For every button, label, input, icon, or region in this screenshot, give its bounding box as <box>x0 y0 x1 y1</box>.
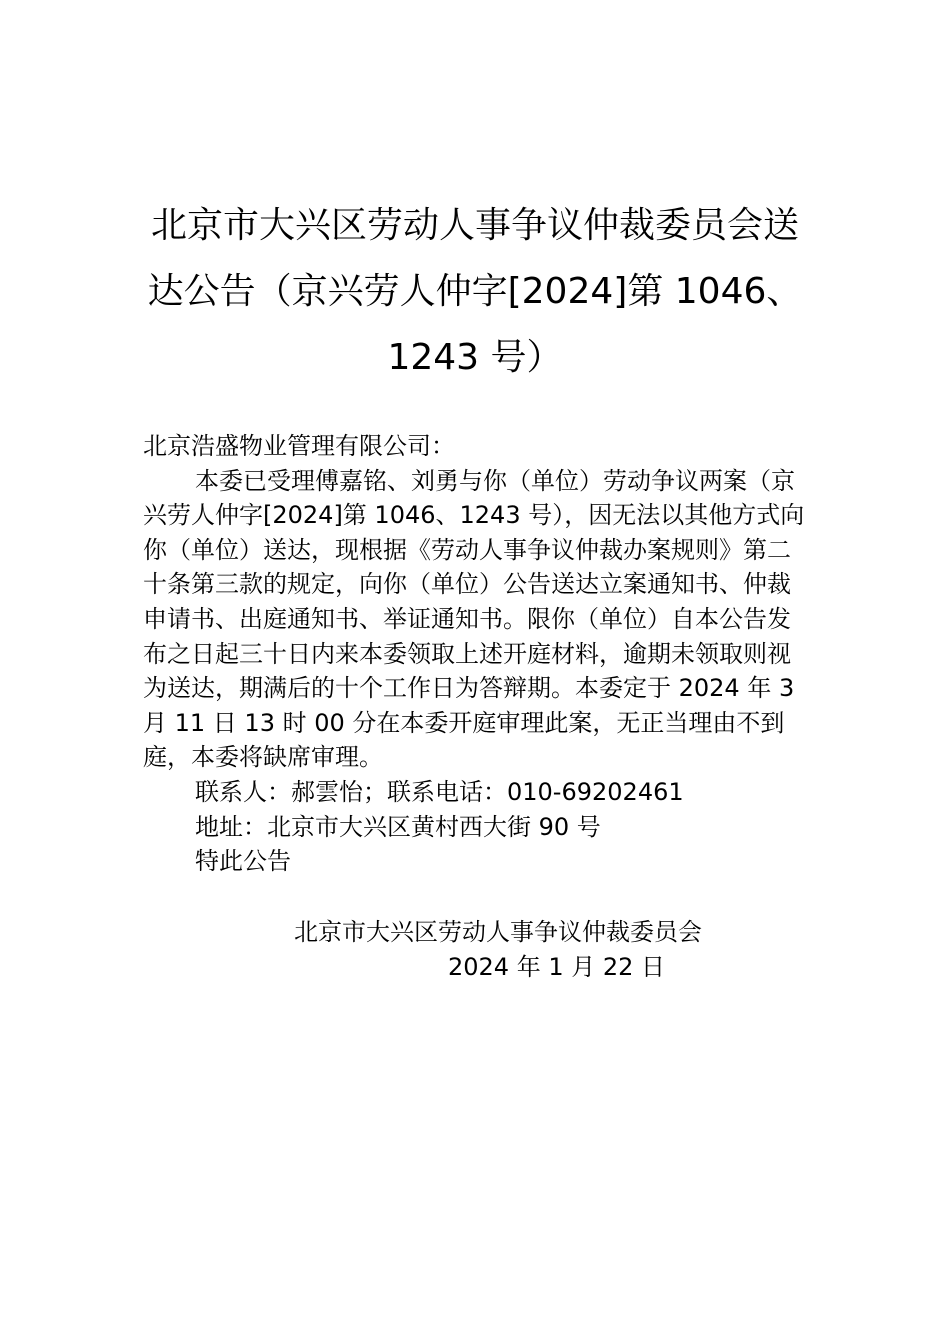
notice-paragraph: 本委已受理傅嘉铭、刘勇与你（单位）劳动争议两案（京兴劳人仲字[2024]第 1046、1243 号），因无法以其他方式向你（单位）送达，现根据《劳动人事争议仲裁办案规则》第二十条第三款的规定，向你（单位）公告送达立案通知书、仲裁申请书、出庭通知书、举证通知书。限你（单位）自本公告发布之日起三十日内来本委领取上述开庭材料，逾期未领取则视为送达，期满后的十个工作日为答辩期。本委定于 2024 年 3 月 11 日 13 时 00 分在本委开庭审理此案，无正当理由不到庭，本委将缺席审理。 <box>143 466 805 772</box>
address-line: 地址：北京市大兴区黄村西大街 90 号 <box>195 812 601 841</box>
signature-block <box>294 915 734 984</box>
signature-date: 2024 年 1 月 22 日 <box>448 952 666 981</box>
signature-organization: 北京市大兴区劳动人事争议仲裁委员会 <box>294 918 702 946</box>
addressee: 北京浩盛物业管理有限公司： <box>143 432 455 460</box>
contact-line: 联系人：郝雲怡；联系电话：010-69202461 <box>195 777 684 806</box>
notice-title: 北京市大兴区劳动人事争议仲裁委员会送达公告（京兴劳人仲字[2024]第 1046、1243 号） <box>147 205 803 378</box>
notice-body <box>143 429 811 879</box>
closing-line: 特此公告 <box>195 847 291 876</box>
